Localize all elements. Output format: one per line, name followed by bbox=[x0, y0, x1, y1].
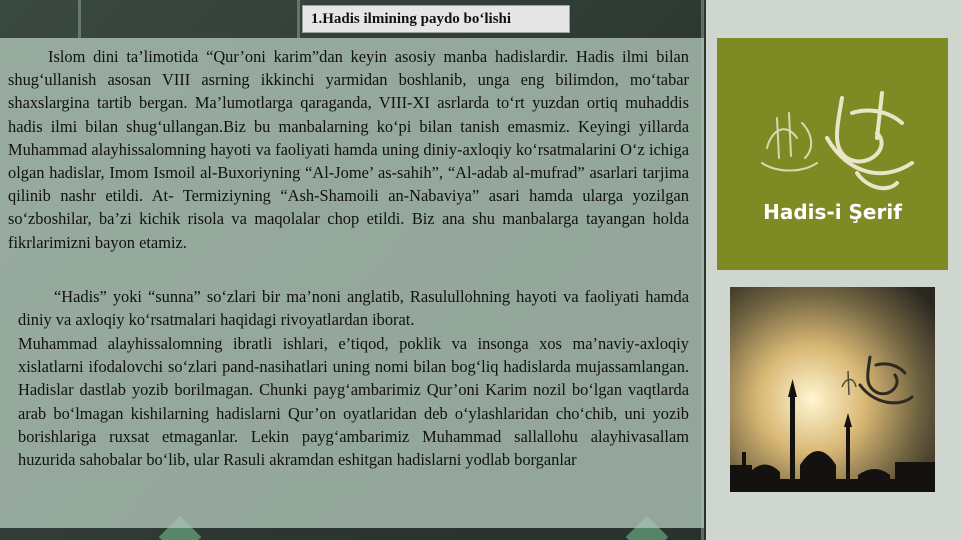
decor-line bbox=[78, 0, 81, 38]
paragraph-1: Islom dini ta’limotida “Qur’oni karim”dan keyin asosiy manba hadislardir. Hadis ilmi bilan shug‘ullanish asosan VIII asrning ikkinchi yarmidan boshlanib, unga eng bilimdon, mo‘tabar shaxslargina tartib bergan. Ma’lumotlarga qaraganda, VIII-XI asrlarda to‘rt yuzdan ortiq muhaddis hadis ilmi bilan shug‘ullangan.Biz bu manbalarning ko‘pi bilan tanish emasmiz. Keyingi yillarda Muhammad alayhissalomning hayoti va faoliyati hamda uning diniy-axloqiy ko‘rsatmalarini O‘z ichiga olgan hadislar, Imom Ismoil al-Buxoriyning “Al-Jome’ as-sahih”, “Al-adab al-mufrad” asarlari tarjima qilinib nashr etildi. At- Termiziyning “Ash-Shamoili an-Nabaviya” asari hamda ularga yozilgan so‘zboshilar, ba’zi kichik risola va maqolalar chop etildi. Biz ana shu manbalarga tayangan holda fikrlarimizni bayon etamiz. bbox=[8, 47, 689, 252]
hadis-sherif-image bbox=[717, 38, 948, 270]
calligraphy-icon bbox=[717, 78, 948, 208]
paragraph-3: Muhammad alayhissalomning ibratli ishlari, e’tiqod, poklik va insonga xos ma’naviy-axloqiy xislatlarni ifodalovchi so‘zlari pand-nasihatlari uning nomi bilan bog‘liq hadislarda mujassamlangan. Hadislar dastlab yozib borilmagan. Chunki payg‘ambarimiz Qur’oni Karim nozil bo‘lgan vaqtlarda arab bo‘lmagan kishilarning hadislarni Qur’on oyatlaridan deb o‘ylashlaridan cho‘chib, uni yozib borishlariga ruxsat etmaganlar. Lekin payg‘ambarimiz Muhammad sallallohu alayhivasallam huzurida sahobalar bo‘lib, ular Rasuli akramdan eshitgan hadislarni yodlab borganlar bbox=[18, 334, 689, 470]
decor-line bbox=[297, 0, 300, 38]
image-caption: Hadis-i Şerif bbox=[763, 200, 902, 224]
mosque-sunset-image bbox=[730, 287, 935, 492]
slide-title: 1.Hadis ilmining paydo bo‘lishi bbox=[302, 5, 570, 33]
paragraph-2: “Hadis” yoki “sunna” so‘zlari bir ma’noni anglatib, Rasulullohning hayoti va faoliyati hamda diniy va axloqiy ko‘rsatmalari haqidagi rivoyatlardan iborat. bbox=[18, 287, 689, 330]
